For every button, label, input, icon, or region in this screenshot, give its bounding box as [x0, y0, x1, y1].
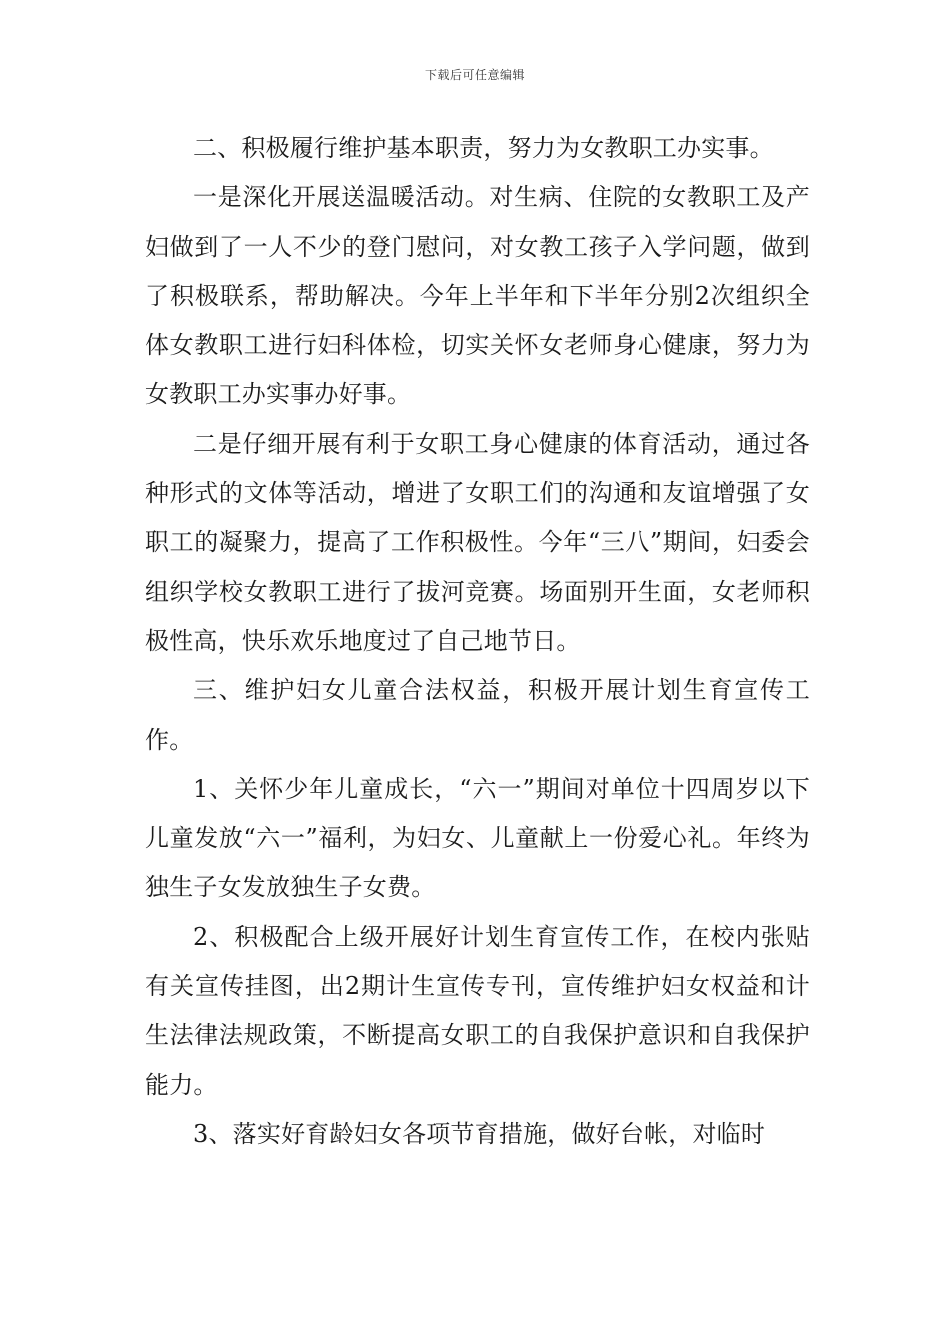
paragraph-sports-activities: 二是仔细开展有利于女职工身心健康的体育活动，通过各种形式的文体等活动，增进了女职工们的沟通和友谊增强了女职工的凝聚力，提高了工作积极性。今年“三八”期间，妇委会组织学校女教职工进行了拔河竞赛。场面别开生面，女老师积极性高，快乐欢乐地度过了自己地节日。 — [145, 429, 810, 655]
paragraph-warmth-activities: 一是深化开展送温暖活动。对生病、住院的女教职工及产妇做到了一人不少的登门慰问，对女教工孩子入学问题，做到了积极联系，帮助解决。今年上半年和下半年分别2次组织全体女教职工进行妇科体检，切实关怀女老师身心健康，努力为女教职工办实事办好事。 — [145, 183, 810, 409]
paragraph-item-1: 1、关怀少年儿童成长，“六一”期间对单位十四周岁以下儿童发放“六一”福利，为妇女、儿童献上一份爱心礼。年终为独生子女发放独生子女费。 — [145, 774, 810, 902]
document-body — [145, 124, 810, 1159]
paragraph-item-2: 2、积极配合上级开展好计划生育宣传工作，在校内张贴有关宣传挂图，出2期计生宣传专刊，宣传维护妇女权益和计生法律法规政策，不断提高女职工的自我保护意识和自我保护能力。 — [145, 922, 810, 1099]
page-header-note: 下载后可任意编辑 — [424, 68, 525, 82]
section-heading-2: 二、积极履行维护基本职责，努力为女教职工办实事。 — [193, 134, 774, 162]
section-heading-3: 三、维护妇女儿童合法权益，积极开展计划生育宣传工作。 — [145, 676, 810, 754]
paragraph-item-3: 3、落实好育龄妇女各项节育措施，做好台帐，对临时 — [193, 1119, 766, 1148]
